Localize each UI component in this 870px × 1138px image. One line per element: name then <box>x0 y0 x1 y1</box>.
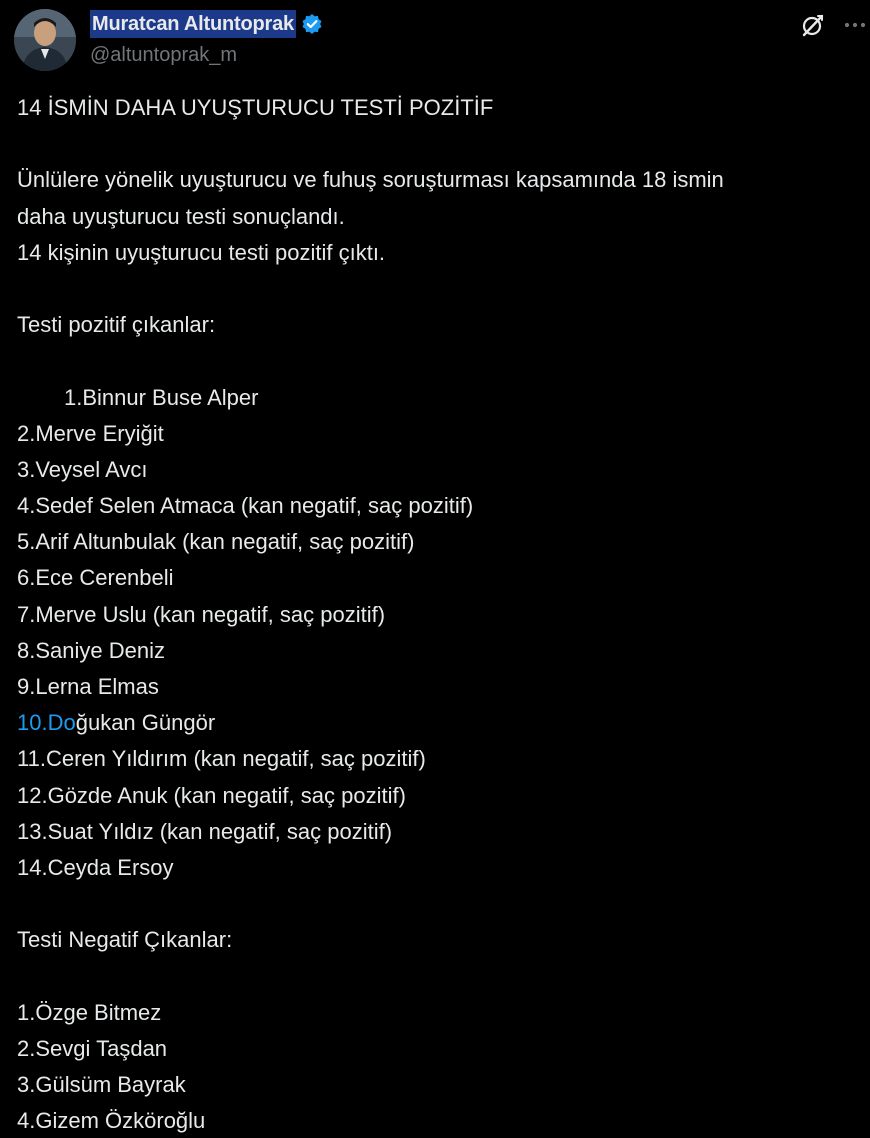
tweet-text <box>17 90 867 1138</box>
positive-list-item: 6.Ece Cerenbeli <box>17 565 174 591</box>
positive-heading: Testi pozitif çıkanlar: <box>17 312 216 338</box>
positive-list-item: 3.Veysel Avcı <box>17 456 148 482</box>
spacer <box>17 126 867 162</box>
auto-link[interactable]: 10.Do <box>17 710 76 736</box>
intro-line: daha uyuşturucu testi sonuçlandı. <box>17 203 345 229</box>
positive-list-item: 12.Gözde Anuk (kan negatif, saç pozitif) <box>17 782 406 808</box>
positive-list-item: 8.Saniye Deniz <box>17 637 165 663</box>
positive-list-item: 2.Merve Eryiğit <box>17 420 164 446</box>
spacer <box>17 343 867 379</box>
positive-list-item: 13.Suat Yıldız (kan negatif, saç pozitif) <box>17 818 393 844</box>
avatar[interactable] <box>14 9 76 71</box>
positive-list-item: 11.Ceren Yıldırım (kan negatif, saç pozitif) <box>17 746 426 772</box>
tweet-header <box>0 0 870 80</box>
spacer <box>17 959 867 995</box>
positive-list-item: 1.Binnur Buse Alper <box>64 384 259 410</box>
positive-list-item-10 <box>17 705 867 741</box>
verified-badge-icon[interactable] <box>301 13 323 35</box>
intro-line: Ünlülere yönelik uyuşturucu ve fuhuş soruşturması kapsamında 18 ismin <box>17 167 724 193</box>
positive-list-item: 4.Sedef Selen Atmaca (kan negatif, saç pozitif) <box>17 493 474 519</box>
positive-list-item: 7.Merve Uslu (kan negatif, saç pozitif) <box>17 601 386 627</box>
author-name-row <box>90 9 323 39</box>
negative-list-item: 4.Gizem Özköroğlu <box>17 1108 206 1134</box>
positive-list-item: 5.Arif Altunbulak (kan negatif, saç pozitif) <box>17 529 415 555</box>
more-options-icon[interactable] <box>842 12 868 38</box>
grok-icon[interactable] <box>800 12 826 38</box>
author-display-name[interactable]: Muratcan Altuntoprak <box>90 10 296 38</box>
negative-list-item: 1.Özge Bitmez <box>17 999 162 1025</box>
avatar-image <box>14 9 76 71</box>
spacer <box>17 271 867 307</box>
negative-heading: Testi Negatif Çıkanlar: <box>17 927 233 953</box>
positive-list-item: 14.Ceyda Ersoy <box>17 854 174 880</box>
author-handle[interactable]: @altuntoprak_m <box>90 44 238 66</box>
negative-list-item: 3.Gülsüm Bayrak <box>17 1072 186 1098</box>
intro-line: 14 kişinin uyuşturucu testi pozitif çıktı. <box>17 239 386 265</box>
list-item-text: ğukan Güngör <box>75 710 216 736</box>
spacer <box>17 886 867 922</box>
tweet-headline: 14 İSMİN DAHA UYUŞTURUCU TESTİ POZİTİF <box>17 95 494 120</box>
positive-list-item: 9.Lerna Elmas <box>17 674 159 699</box>
negative-list-item: 2.Sevgi Taşdan <box>17 1035 168 1061</box>
